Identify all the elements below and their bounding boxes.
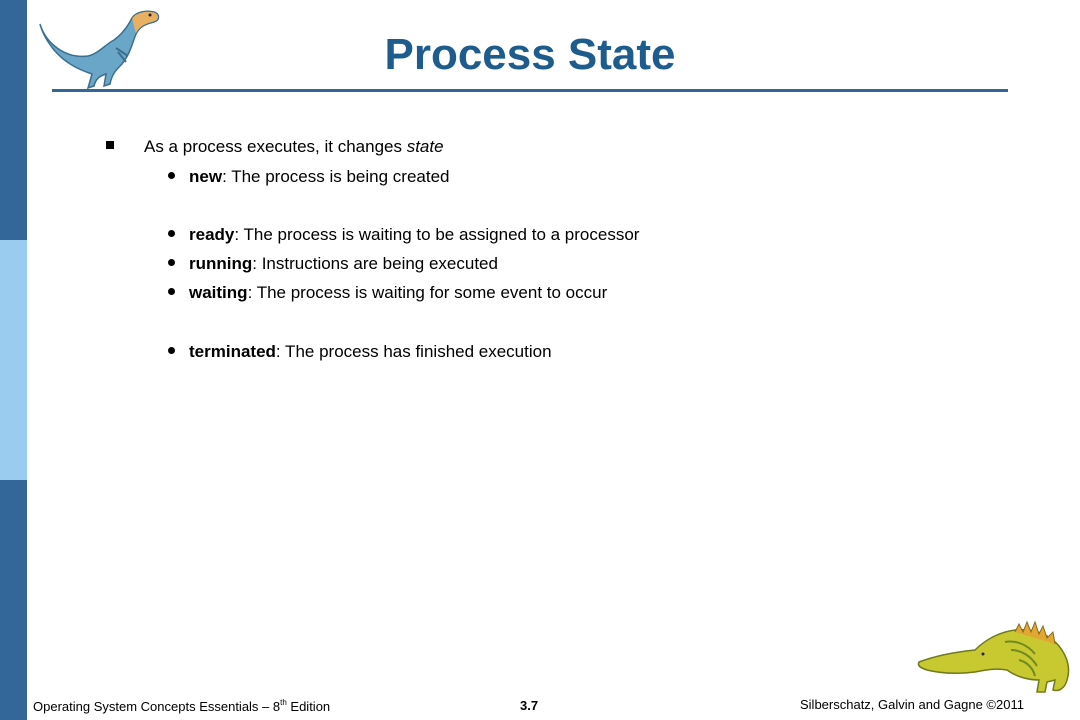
page-number: 3.7	[520, 698, 539, 713]
footer-copyright: Silberschatz, Galvin and Gagne ©2011	[800, 697, 1024, 712]
round-bullet-icon	[168, 347, 175, 354]
state-description: : The process is waiting to be assigned to a processor	[234, 225, 640, 244]
state-description: : The process has finished execution	[275, 342, 552, 361]
state-term: terminated	[189, 342, 276, 361]
title-divider	[52, 89, 1008, 92]
round-bullet-icon	[168, 230, 175, 237]
round-bullet-icon	[168, 172, 175, 179]
state-description: : The process is waiting for some event to occur	[247, 283, 608, 302]
state-description: : Instructions are being executed	[252, 254, 498, 273]
round-bullet-icon	[168, 259, 175, 266]
dinosaur-bottom-icon	[915, 610, 1075, 700]
state-term: waiting	[189, 283, 248, 302]
round-bullet-icon	[168, 288, 175, 295]
page-title: Process State	[384, 30, 676, 79]
square-bullet-icon	[106, 141, 114, 149]
state-term: ready	[189, 225, 235, 244]
state-term: new	[189, 167, 223, 186]
footer-book-title: Operating System Concepts Essentials – 8th Edition	[33, 698, 331, 714]
intro-text: As a process executes, it changes state	[144, 137, 444, 156]
sidebar-bottom	[0, 480, 27, 720]
sidebar-middle	[0, 240, 27, 480]
state-term: running	[189, 254, 253, 273]
state-description: : The process is being created	[222, 167, 450, 186]
